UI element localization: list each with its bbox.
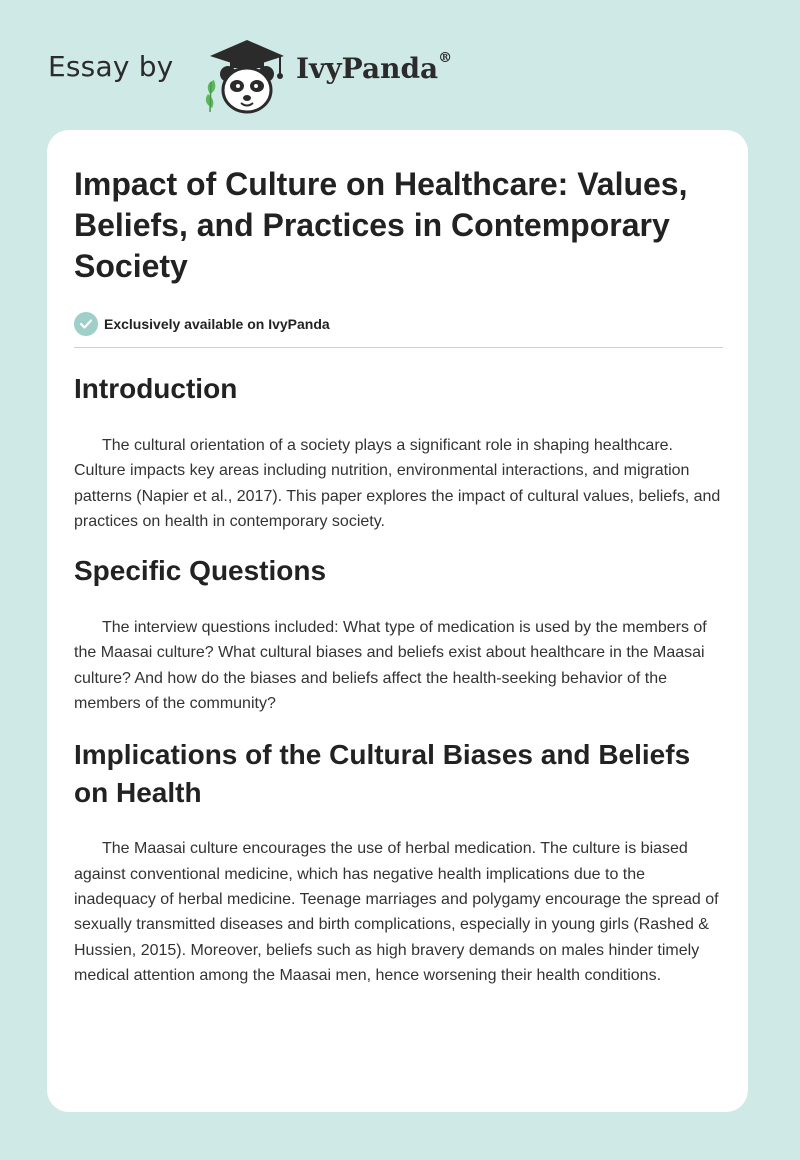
section-body-specific-questions: The interview questions included: What type of medication is used by the members of the Maasai culture? What cultural biases and beliefs exist about healthcare in the Maasai culture? And how do the biases and beliefs affect the health-seeking behavior of the members of the community?	[74, 619, 707, 713]
registered-mark: ®	[438, 50, 453, 66]
brand-name[interactable]: IvyPanda®	[296, 50, 453, 85]
section-heading-implications: Implications of the Cultural Biases and Beliefs on Health	[74, 739, 691, 809]
page-title: Impact of Culture on Healthcare: Values, Beliefs, and Practices in Contemporary Society	[74, 166, 688, 284]
essay-by-label: Essay by	[48, 50, 174, 83]
site-header	[48, 30, 748, 120]
exclusive-notice	[74, 311, 724, 337]
section-heading-specific-questions: Specific Questions	[74, 555, 327, 587]
panda-graduate-icon[interactable]	[202, 36, 292, 116]
section-heading-introduction: Introduction	[74, 373, 238, 404]
essay-card	[47, 130, 748, 1112]
essay-content	[74, 164, 724, 988]
divider	[74, 347, 723, 348]
check-icon	[74, 312, 98, 336]
section-body-introduction: The cultural orientation of a society plays a significant role in shaping healthcare. Culture impacts key areas including nutrition, environmental interactions, and migration patterns (Napier et al., 2017). This paper explores the impact of cultural values, beliefs, and practices on health in contemporary society.	[74, 437, 721, 530]
exclusive-label: Exclusively available on IvyPanda	[104, 316, 330, 332]
section-body-implications: The Maasai culture encourages the use of herbal medication. The culture is biased against conventional medicine, which has negative health implications due to the inadequacy of herbal medicine. Teenage marriages and polygamy encourage the spread of sexually transmitted diseases and birth complications, especially in young girls (Rashed & Hussien, 2015). Moreover, beliefs such as high bravery demands on males hinder timely medical attention among the Maasai men, hence worsening their health conditions.	[74, 840, 719, 984]
